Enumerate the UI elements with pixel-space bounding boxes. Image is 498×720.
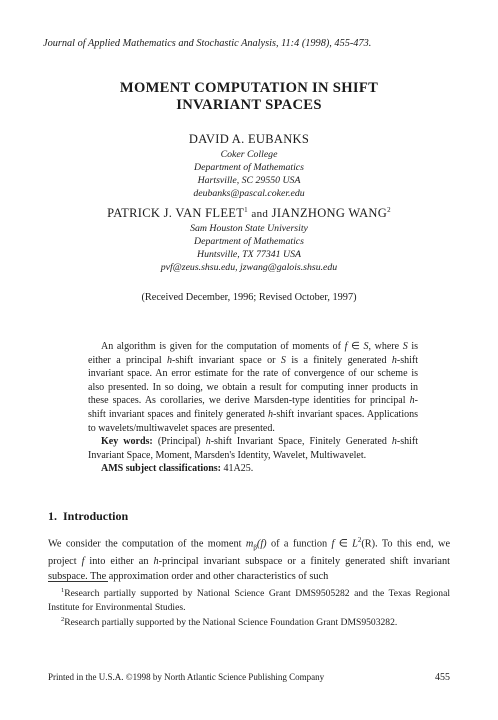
received-dates: (Received December, 1996; Revised October, 1997) xyxy=(141,292,357,303)
author-1-name: DAVID A. EUBANKS xyxy=(188,132,310,146)
section-number: 1. xyxy=(48,509,57,523)
author-2-names xyxy=(0,206,498,221)
footnote-mark-2: 2 xyxy=(387,206,391,214)
footnote-2: $^2$Research partially supported by the National Science Foundation Grant DMS9503282. xyxy=(61,616,398,629)
abstract xyxy=(88,340,418,476)
page-number: 455 xyxy=(435,672,450,683)
footnote-1: $^1$Research partially supported by National Science Grant DMS9505282 and the Texas Regional Institute for Environmental Studies. xyxy=(48,587,450,613)
footnote-rule xyxy=(48,581,108,582)
author-1-email: deubanks@pascal.coker.edu xyxy=(193,188,305,199)
intro-paragraph: We consider the computation of the moment $m_\beta(f)$ of a function f ∈ $L^2(R)$. To this end, we project f into either an h-principal invariant subspace or a finitely generated shift invariant subspace. The approximation order and other characteristics of such xyxy=(48,536,451,583)
section-title: Introduction xyxy=(63,509,129,523)
paper-title-line-1: MOMENT COMPUTATION IN SHIFT xyxy=(119,80,379,96)
author-2-affiliation-line: Department of Mathematics xyxy=(194,236,304,247)
key-words: Key words: (Principal) h-shift Invariant Space, Finitely Generated h-shift Invariant Space, Moment, Marsden's Identity, Wavelet, Multiwavelet. xyxy=(88,436,419,461)
page-footer xyxy=(48,672,450,682)
ams-classifications: AMS subject classifications: 41A25. xyxy=(101,463,254,475)
author-2b-name: JIANZHONG WANG xyxy=(271,206,388,221)
paper-title-line-2: INVARIANT SPACES xyxy=(176,97,322,113)
footnote-mark-1: 1 xyxy=(244,206,248,214)
author-2-affiliation-line: Huntsville, TX 77341 USA xyxy=(197,249,301,260)
author-1-affiliation-line: Hartsville, SC 29550 USA xyxy=(197,175,301,186)
journal-citation: Journal of Applied Mathematics and Stochastic Analysis, 11:4 (1998), 455-473. xyxy=(43,38,372,49)
section-heading xyxy=(48,509,134,524)
and-word: and xyxy=(251,208,269,221)
printed-notice: Printed in the U.S.A. ©1998 by North Atlantic Science Publishing Company xyxy=(48,672,325,682)
author-2-affiliation-line: Sam Houston State University xyxy=(190,223,308,234)
author-2a-name: PATRICK J. VAN FLEET xyxy=(107,206,245,221)
author-1-affiliation-line: Coker College xyxy=(220,149,278,160)
author-1-affiliation-line: Department of Mathematics xyxy=(194,162,304,173)
abstract-paragraph: An algorithm is given for the computation of moments of f ∈ S, where S is either a principal h-shift invariant space or S is a finitely generated h-shift invariant space. An error estimate for the rate of convergence of our scheme is also presented. In so doing, we obtain a result for computing inner products in these spaces. As corollaries, we derive Marsden-type identities for principal h-shift invariant spaces and finitely generated h-shift invariant spaces. Applications to wavelets/multiwavelet spaces are presented. xyxy=(88,341,419,434)
author-2-email: pvf@zeus.shsu.edu, jzwang@galois.shsu.edu xyxy=(160,262,338,273)
